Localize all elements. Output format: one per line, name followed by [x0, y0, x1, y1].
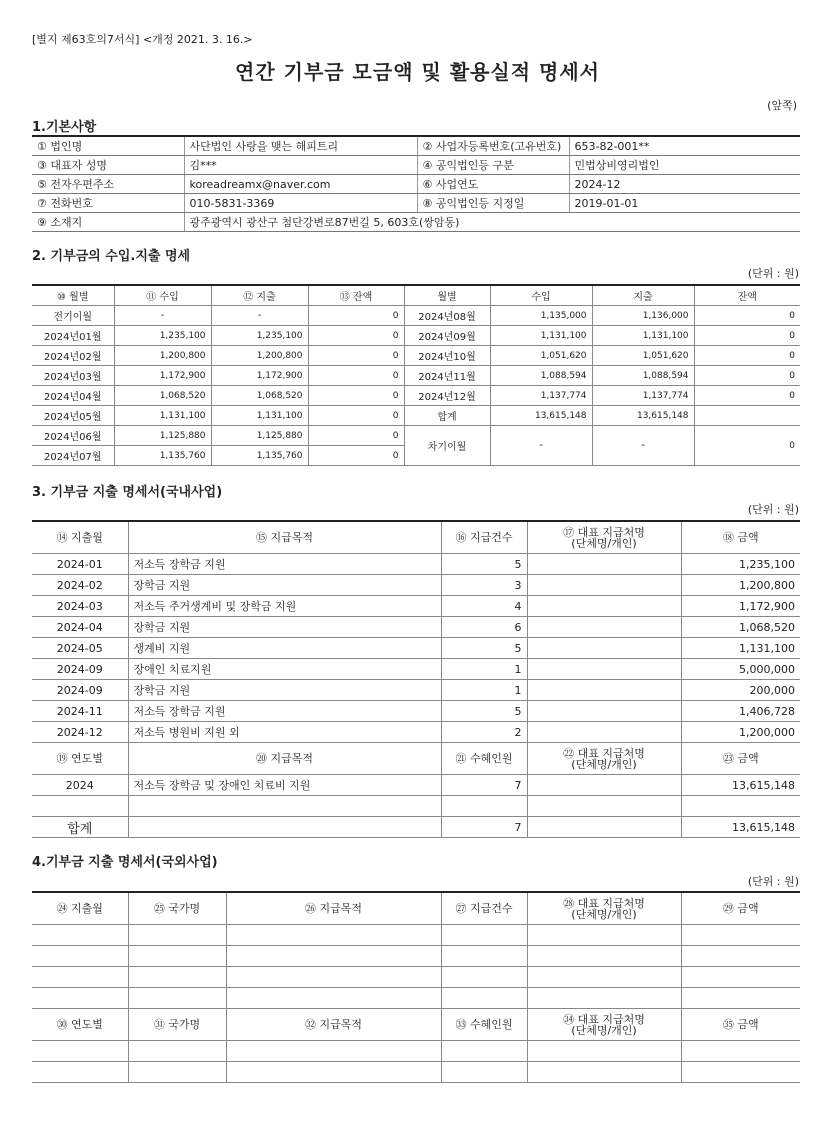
income-cell: 1,068,520 [114, 386, 211, 406]
overseas-expense-table [32, 891, 800, 1083]
month-cell: 2024-02 [32, 575, 128, 596]
info-label: ⑦ 전화번호 [32, 194, 184, 213]
column-header: 지출 [592, 285, 694, 306]
empty-cell [128, 988, 226, 1009]
income-cell: 1,131,100 [490, 326, 592, 346]
empty-cell [681, 946, 800, 967]
info-row [32, 136, 800, 156]
column-header [128, 1009, 226, 1041]
info-value: 2019-01-01 [569, 194, 800, 213]
empty-cell [441, 1062, 527, 1083]
income-cell: 1,172,900 [114, 366, 211, 386]
info-value: 010-5831-3369 [184, 194, 417, 213]
carry-balance: 0 [694, 426, 800, 466]
document-title: 연간 기부금 모금액 및 활용실적 명세서 [235, 60, 600, 84]
count-cell [441, 796, 527, 817]
empty-cell [441, 925, 527, 946]
info-row [32, 175, 800, 194]
total-amount: 13,615,148 [681, 817, 800, 838]
amount-cell: 13,615,148 [681, 775, 800, 796]
column-header-line: ㉞ 대표 지급처명 [563, 1012, 645, 1026]
month-cell: 합계 [404, 406, 490, 426]
section2-title: 2. 기부금의 수입.지출 명세 [32, 249, 191, 264]
column-header [441, 521, 527, 554]
purpose-cell: 생계비 지원 [128, 638, 441, 659]
info-label: ⑨ 소재지 [32, 213, 184, 232]
info-row [32, 194, 800, 213]
basic-info-table [32, 135, 800, 232]
total-row [32, 817, 800, 838]
column-header-line: ㉘ 대표 지급처명 [563, 896, 645, 910]
empty-cell [32, 925, 128, 946]
income-cell: 1,135,760 [114, 446, 211, 466]
empty-cell [441, 1041, 527, 1062]
info-value: 김*** [184, 156, 417, 175]
column-header [226, 892, 441, 925]
purpose-cell: 장학금 지원 [128, 680, 441, 701]
income-expense-table [32, 284, 800, 466]
column-header-line: ㉟ 금액 [722, 1018, 759, 1031]
empty-cell [128, 946, 226, 967]
empty-cell [226, 988, 441, 1009]
column-header: ⑬ 잔액 [308, 285, 404, 306]
amount-cell: 1,068,520 [681, 617, 800, 638]
info-value: 사단법인 사랑을 맺는 해피트리 [184, 136, 417, 156]
purpose-cell: 장학금 지원 [128, 575, 441, 596]
amount-cell: 1,172,900 [681, 596, 800, 617]
header-row [32, 285, 800, 306]
info-value: 2024-12 [569, 175, 800, 194]
empty-cell [226, 1041, 441, 1062]
month-cell: 2024년05월 [32, 406, 114, 426]
balance-cell: 0 [694, 386, 800, 406]
balance-cell: 0 [308, 406, 404, 426]
month-cell: 2024-01 [32, 554, 128, 575]
column-header [527, 521, 681, 554]
column-header: ⑩ 월별 [32, 285, 114, 306]
expense-cell: 1,088,594 [592, 366, 694, 386]
month-cell: 2024-05 [32, 638, 128, 659]
column-header: ⑪ 수입 [114, 285, 211, 306]
overseas-header-row [32, 892, 800, 925]
empty-cell [527, 1041, 681, 1062]
info-label: ④ 공익법인등 구분 [417, 156, 569, 175]
domestic-row [32, 554, 800, 575]
column-header [128, 892, 226, 925]
info-label: ② 사업자등록번호(고유번호) [417, 136, 569, 156]
month-cell: 2024-04 [32, 617, 128, 638]
empty-cell [32, 1041, 128, 1062]
month-row [32, 326, 800, 346]
total-label: 합계 [32, 817, 128, 838]
table-cell [128, 817, 441, 838]
payee-cell [527, 775, 681, 796]
payee-cell [527, 575, 681, 596]
empty-cell [32, 1062, 128, 1083]
balance-cell [694, 406, 800, 426]
count-cell: 5 [441, 554, 527, 575]
empty-cell [441, 988, 527, 1009]
expense-cell: 1,135,760 [211, 446, 308, 466]
balance-cell: 0 [694, 306, 800, 326]
column-header-line: ㉝ 수혜인원 [455, 1018, 513, 1031]
column-header-line: ㉒ 대표 지급처명 [563, 746, 645, 760]
month-row [32, 406, 800, 426]
amount-cell: 1,200,000 [681, 722, 800, 743]
empty-cell [226, 946, 441, 967]
month-cell: 2024년11월 [404, 366, 490, 386]
column-header [681, 892, 800, 925]
column-header-line: ㉜ 지급목적 [304, 1018, 362, 1031]
carry-income: - [490, 426, 592, 466]
domestic-header-row [32, 521, 800, 554]
total-count: 7 [441, 817, 527, 838]
column-header [32, 521, 128, 554]
domestic-row [32, 638, 800, 659]
address-value: 광주광역시 광산구 첨단강변로87번길 5, 603호(쌍암동) [184, 213, 800, 232]
purpose-cell: 저소득 장학금 지원 [128, 701, 441, 722]
section4-unit: (단위 : 원) [747, 875, 799, 888]
column-header: 잔액 [694, 285, 800, 306]
empty-cell [681, 1062, 800, 1083]
amount-cell: 200,000 [681, 680, 800, 701]
month-cell: 2024년10월 [404, 346, 490, 366]
section3-unit: (단위 : 원) [747, 503, 799, 516]
info-value: 653-82-001** [569, 136, 800, 156]
month-row [32, 306, 800, 326]
empty-row [32, 946, 800, 967]
balance-cell: 0 [694, 326, 800, 346]
empty-cell [441, 946, 527, 967]
empty-cell [527, 925, 681, 946]
amount-cell: 1,235,100 [681, 554, 800, 575]
info-label: ⑧ 공익법인등 지정일 [417, 194, 569, 213]
month-cell: 전기이월 [32, 306, 114, 326]
count-cell: 2 [441, 722, 527, 743]
count-cell: 1 [441, 659, 527, 680]
info-value: koreadreamx@naver.com [184, 175, 417, 194]
month-cell: 2024년04월 [32, 386, 114, 406]
income-cell: 13,615,148 [490, 406, 592, 426]
empty-cell [226, 1062, 441, 1083]
expense-cell: 1,068,520 [211, 386, 308, 406]
payee-cell [527, 796, 681, 817]
info-label: ① 법인명 [32, 136, 184, 156]
income-cell: 1,135,000 [490, 306, 592, 326]
income-cell: 1,137,774 [490, 386, 592, 406]
empty-cell [527, 946, 681, 967]
payee-cell [527, 638, 681, 659]
expense-cell: 13,615,148 [592, 406, 694, 426]
month-cell: 2024년12월 [404, 386, 490, 406]
domestic-year-header-row [32, 743, 800, 775]
count-cell: 6 [441, 617, 527, 638]
count-cell: 7 [441, 775, 527, 796]
balance-cell: 0 [694, 346, 800, 366]
column-header-line: (단체명/개인) [571, 1023, 637, 1037]
column-header [441, 892, 527, 925]
column-header [681, 743, 800, 775]
table-cell [527, 817, 681, 838]
payee-cell [527, 659, 681, 680]
column-header [441, 743, 527, 775]
column-header [527, 743, 681, 775]
empty-row [32, 988, 800, 1009]
empty-cell [681, 988, 800, 1009]
expense-cell: 1,131,100 [211, 406, 308, 426]
column-header [32, 1009, 128, 1041]
column-header [441, 1009, 527, 1041]
month-cell: 2024-03 [32, 596, 128, 617]
column-header-line: ㉓ 금액 [722, 752, 759, 765]
front-page-label: (앞쪽) [767, 99, 797, 112]
balance-cell: 0 [308, 326, 404, 346]
column-header [128, 743, 441, 775]
domestic-row [32, 617, 800, 638]
column-header-line: ㉕ 국가명 [153, 902, 201, 915]
column-header [32, 892, 128, 925]
column-header-line: ⑲ 연도별 [56, 752, 103, 765]
expense-cell: 1,235,100 [211, 326, 308, 346]
empty-cell [32, 946, 128, 967]
column-header [681, 521, 800, 554]
expense-cell: 1,136,000 [592, 306, 694, 326]
payee-cell [527, 680, 681, 701]
section3-title: 3. 기부금 지출 명세서(국내사업) [32, 485, 223, 500]
column-header: 월별 [404, 285, 490, 306]
income-cell: 1,235,100 [114, 326, 211, 346]
info-label: ⑤ 전자우편주소 [32, 175, 184, 194]
month-cell: 2024년08월 [404, 306, 490, 326]
column-header: 수입 [490, 285, 592, 306]
empty-cell [441, 967, 527, 988]
column-header-line: ㉖ 지급목적 [304, 902, 362, 915]
domestic-row [32, 680, 800, 701]
carry-expense: - [592, 426, 694, 466]
year-row [32, 775, 800, 796]
overseas-year-header-row [32, 1009, 800, 1041]
empty-cell [226, 967, 441, 988]
expense-cell: 1,172,900 [211, 366, 308, 386]
domestic-expense-table [32, 520, 800, 838]
domestic-row [32, 659, 800, 680]
expense-cell: 1,137,774 [592, 386, 694, 406]
balance-cell: 0 [308, 446, 404, 466]
expense-cell: 1,200,800 [211, 346, 308, 366]
month-cell: 2024년09월 [404, 326, 490, 346]
month-cell: 2024년02월 [32, 346, 114, 366]
purpose-cell: 저소득 주거생계비 및 장학금 지원 [128, 596, 441, 617]
income-cell: 1,200,800 [114, 346, 211, 366]
column-header [527, 1009, 681, 1041]
empty-cell [681, 925, 800, 946]
column-header-line: ⑳ 지급목적 [255, 752, 313, 765]
balance-cell: 0 [694, 366, 800, 386]
amount-cell: 1,406,728 [681, 701, 800, 722]
payee-cell [527, 554, 681, 575]
empty-cell [527, 967, 681, 988]
count-cell: 5 [441, 701, 527, 722]
count-cell: 5 [441, 638, 527, 659]
expense-cell: 1,131,100 [592, 326, 694, 346]
month-row [32, 426, 800, 446]
amount-cell: 5,000,000 [681, 659, 800, 680]
empty-cell [32, 967, 128, 988]
purpose-cell: 장학금 지원 [128, 617, 441, 638]
column-header-line: (단체명/개인) [571, 536, 637, 550]
column-header-line: ㉗ 지급건수 [455, 902, 513, 915]
purpose-cell: 저소득 장학금 및 장애인 치료비 지원 [128, 775, 441, 796]
month-row [32, 366, 800, 386]
income-cell: 1,125,880 [114, 426, 211, 446]
empty-cell [128, 925, 226, 946]
purpose-cell: 장애인 치료지원 [128, 659, 441, 680]
column-header-line: ⑭ 지출월 [56, 531, 103, 544]
expense-cell: 1,125,880 [211, 426, 308, 446]
purpose-cell [128, 796, 441, 817]
year-row [32, 796, 800, 817]
income-cell: 1,131,100 [114, 406, 211, 426]
purpose-cell: 저소득 장학금 지원 [128, 554, 441, 575]
count-cell: 1 [441, 680, 527, 701]
carry-label: 차기이월 [404, 426, 490, 466]
column-header [128, 521, 441, 554]
purpose-cell: 저소득 병원비 지원 외 [128, 722, 441, 743]
year-cell [32, 796, 128, 817]
empty-cell [527, 1062, 681, 1083]
column-header: ⑫ 지출 [211, 285, 308, 306]
month-row [32, 346, 800, 366]
month-cell: 2024-12 [32, 722, 128, 743]
domestic-row [32, 722, 800, 743]
column-header [527, 892, 681, 925]
empty-cell [128, 967, 226, 988]
year-cell: 2024 [32, 775, 128, 796]
empty-row [32, 1062, 800, 1083]
column-header [226, 1009, 441, 1041]
payee-cell [527, 701, 681, 722]
column-header-line: ㉛ 국가명 [153, 1018, 201, 1031]
payee-cell [527, 617, 681, 638]
column-header-line: ⑰ 대표 지급처명 [563, 525, 645, 539]
month-cell: 2024-09 [32, 659, 128, 680]
month-cell: 2024년07월 [32, 446, 114, 466]
column-header-line: ㉙ 금액 [722, 902, 759, 915]
month-cell: 2024-09 [32, 680, 128, 701]
expense-cell: - [211, 306, 308, 326]
month-cell: 2024년01월 [32, 326, 114, 346]
info-row-address [32, 213, 800, 232]
empty-cell [681, 1041, 800, 1062]
empty-cell [128, 1041, 226, 1062]
month-cell: 2024년03월 [32, 366, 114, 386]
info-label: ⑥ 사업연도 [417, 175, 569, 194]
info-value: 민법상비영리법인 [569, 156, 800, 175]
column-header-line: (단체명/개인) [571, 907, 637, 921]
empty-cell [32, 988, 128, 1009]
column-header-line: ㉔ 지출월 [56, 902, 103, 915]
amount-cell: 1,200,800 [681, 575, 800, 596]
column-header-line: ㉑ 수혜인원 [455, 752, 513, 765]
column-header [32, 743, 128, 775]
info-row [32, 156, 800, 175]
empty-row [32, 967, 800, 988]
info-label: ③ 대표자 성명 [32, 156, 184, 175]
empty-cell [681, 967, 800, 988]
month-row [32, 386, 800, 406]
income-cell: 1,088,594 [490, 366, 592, 386]
section4-title: 4.기부금 지출 명세서(국외사업) [32, 855, 218, 870]
income-cell: 1,051,620 [490, 346, 592, 366]
payee-cell [527, 722, 681, 743]
form-number-note: [별지 제63호의7서식] <개정 2021. 3. 16.> [32, 33, 253, 46]
amount-cell [681, 796, 800, 817]
column-header-line: ⑮ 지급목적 [255, 531, 313, 544]
empty-cell [128, 1062, 226, 1083]
column-header-line: ⑱ 금액 [722, 531, 759, 544]
domestic-row [32, 596, 800, 617]
empty-cell [527, 988, 681, 1009]
empty-cell [226, 925, 441, 946]
month-cell: 2024년06월 [32, 426, 114, 446]
balance-cell: 0 [308, 306, 404, 326]
empty-row [32, 1041, 800, 1062]
balance-cell: 0 [308, 366, 404, 386]
count-cell: 4 [441, 596, 527, 617]
column-header-line: ㉚ 연도별 [56, 1018, 103, 1031]
empty-row [32, 925, 800, 946]
domestic-row [32, 575, 800, 596]
column-header-line: ⑯ 지급건수 [455, 531, 513, 544]
balance-cell: 0 [308, 346, 404, 366]
column-header [681, 1009, 800, 1041]
balance-cell: 0 [308, 426, 404, 446]
income-cell: - [114, 306, 211, 326]
payee-cell [527, 596, 681, 617]
section2-unit: (단위 : 원) [747, 267, 799, 280]
domestic-row [32, 701, 800, 722]
month-cell: 2024-11 [32, 701, 128, 722]
balance-cell: 0 [308, 386, 404, 406]
column-header-line: (단체명/개인) [571, 757, 637, 771]
expense-cell: 1,051,620 [592, 346, 694, 366]
count-cell: 3 [441, 575, 527, 596]
section1-title: 1.기본사항 [32, 120, 97, 135]
amount-cell: 1,131,100 [681, 638, 800, 659]
